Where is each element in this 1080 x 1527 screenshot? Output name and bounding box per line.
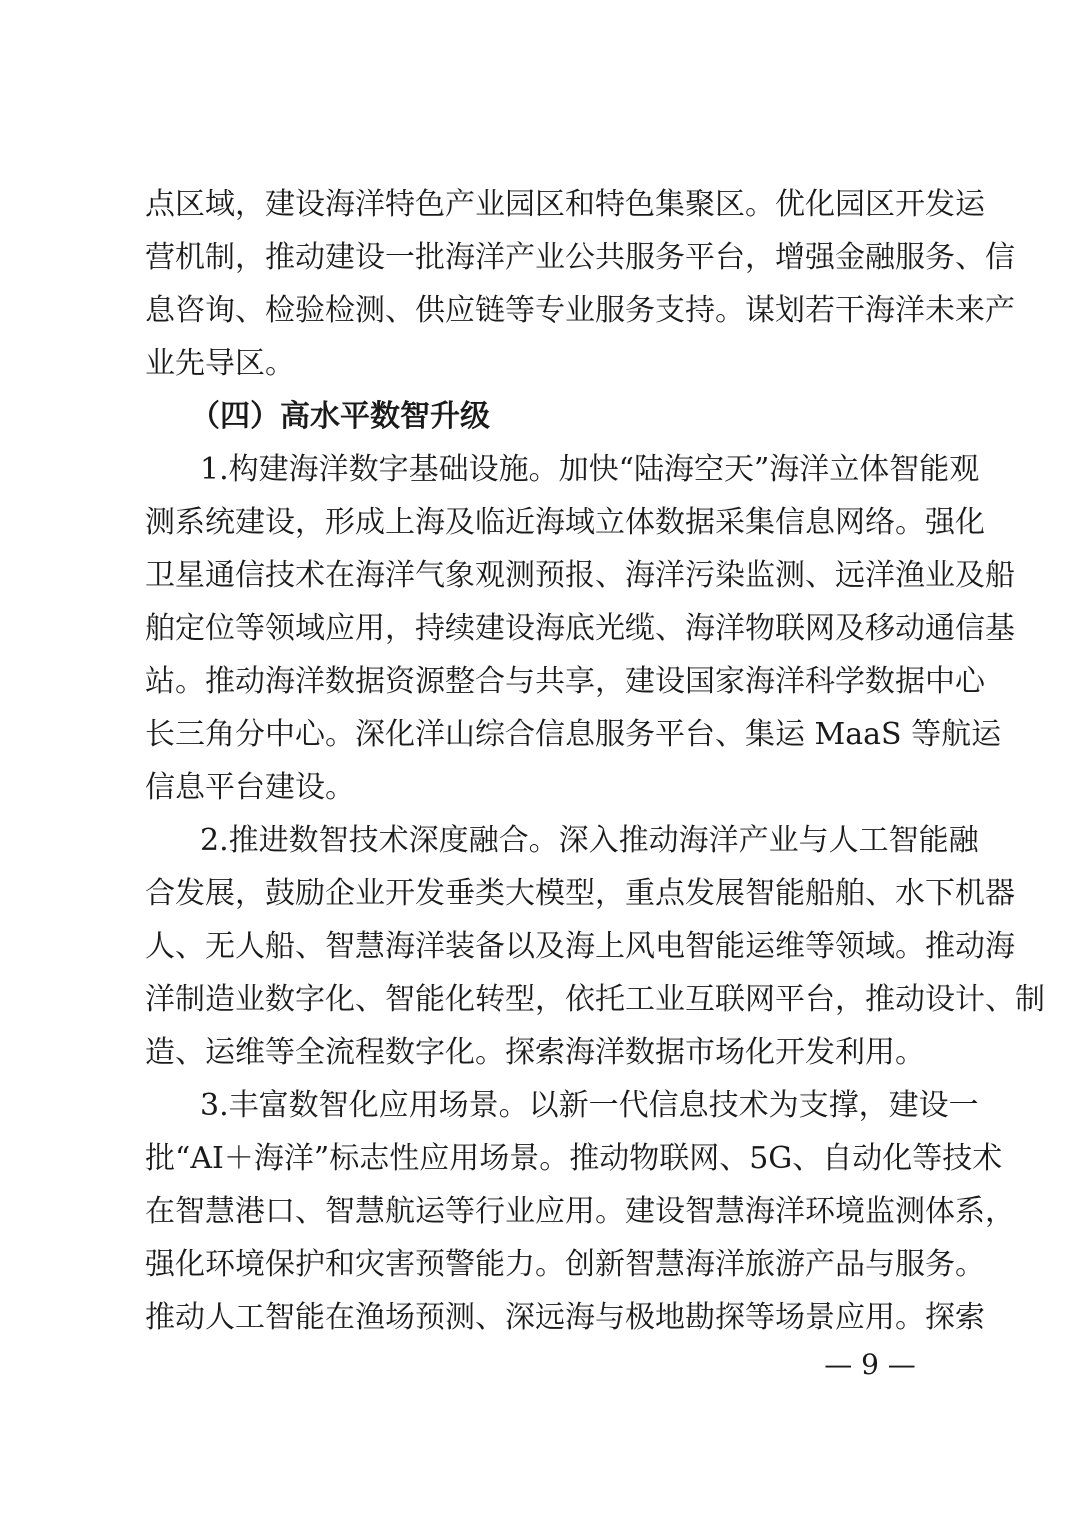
paragraph-line: 舶定位等领域应用，持续建设海底光缆、海洋物联网及移动通信基 [145, 611, 1015, 646]
paragraph-line: 卫星通信技术在海洋气象观测预报、海洋污染监测、远洋渔业及船 [145, 558, 1015, 593]
paragraph-line: 长三角分中心。深化洋山综合信息服务平台、集运 MaaS 等航运 [145, 717, 1002, 752]
page-number: — 9 — [824, 1348, 916, 1381]
paragraph-line: 3.丰富数智化应用场景。以新一代信息技术为支撑，建设一 [200, 1088, 979, 1123]
paragraph-line: 造、运维等全流程数字化。探索海洋数据市场化开发利用。 [145, 1035, 925, 1070]
paragraph-line: 批“AI＋海洋”标志性应用场景。推动物联网、5G、自动化等技术 [145, 1141, 1003, 1176]
paragraph-line: 息咨询、检验检测、供应链等专业服务支持。谋划若干海洋未来产 [145, 293, 1015, 328]
paragraph-line: 2.推进数智技术深度融合。深入推动海洋产业与人工智能融 [200, 823, 979, 858]
paragraph-line: 测系统建设，形成上海及临近海域立体数据采集信息网络。强化 [145, 505, 985, 540]
paragraph-line: 营机制，推动建设一批海洋产业公共服务平台，增强金融服务、信 [145, 240, 1015, 275]
paragraph-line: 信息平台建设。 [145, 770, 355, 805]
section-heading: （四）高水平数智升级 [190, 399, 490, 434]
paragraph-line: 在智慧港口、智慧航运等行业应用。建设智慧海洋环境监测体系， [145, 1194, 1015, 1229]
paragraph-line: 1.构建海洋数字基础设施。加快“陆海空天”海洋立体智能观 [200, 452, 980, 487]
paragraph-line: 人、无人船、智慧海洋装备以及海上风电智能运维等领域。推动海 [145, 929, 1015, 964]
paragraph-line: 强化环境保护和灾害预警能力。创新智慧海洋旅游产品与服务。 [145, 1247, 985, 1282]
paragraph-line: 点区域，建设海洋特色产业园区和特色集聚区。优化园区开发运 [145, 187, 985, 222]
paragraph-line: 业先导区。 [145, 346, 295, 381]
paragraph-line: 合发展，鼓励企业开发垂类大模型，重点发展智能船舶、水下机器 [145, 876, 1015, 911]
paragraph-line: 推动人工智能在渔场预测、深远海与极地勘探等场景应用。探索 [145, 1300, 985, 1335]
paragraph-line: 站。推动海洋数据资源整合与共享，建设国家海洋科学数据中心 [145, 664, 985, 699]
paragraph-line: 洋制造业数字化、智能化转型，依托工业互联网平台，推动设计、制 [145, 982, 1045, 1017]
